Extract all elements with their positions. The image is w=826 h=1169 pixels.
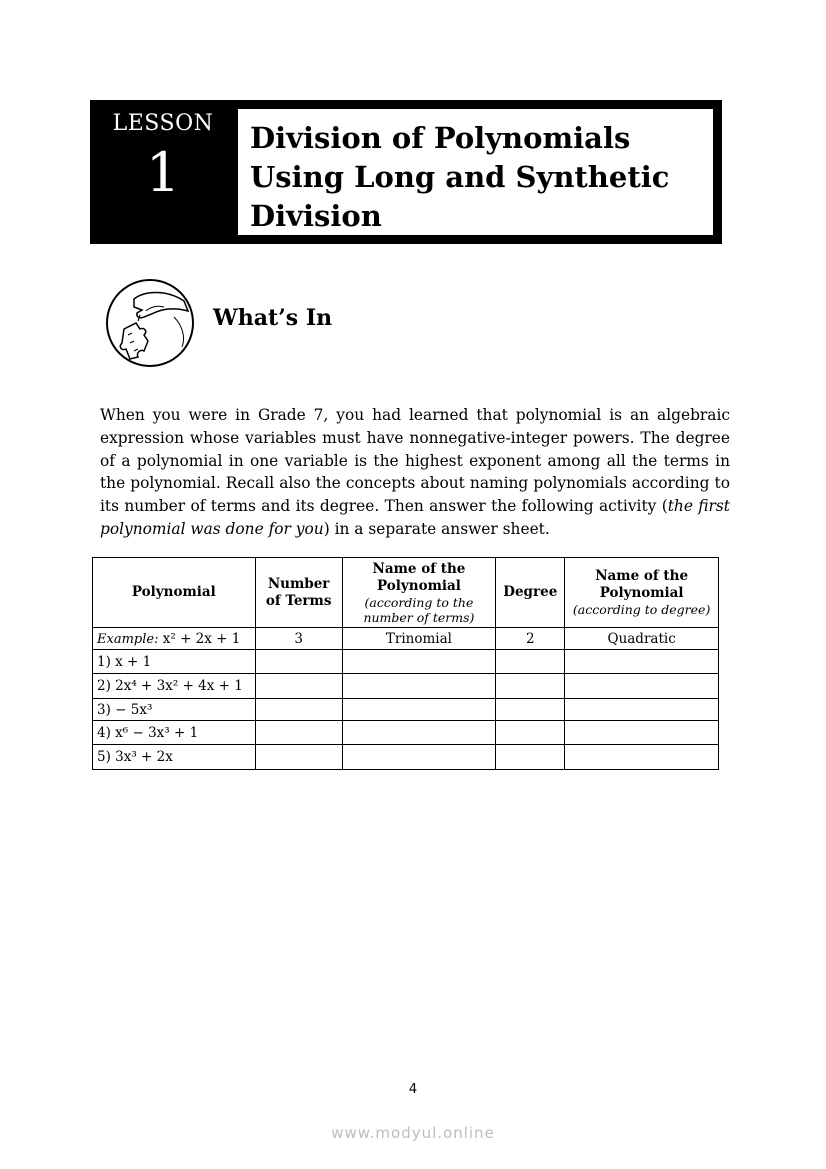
item-number: 5) xyxy=(97,749,111,765)
item-polynomial: 2x⁴ + 3x² + 4x + 1 xyxy=(115,678,243,694)
lesson-banner xyxy=(90,100,722,244)
answer-cell xyxy=(565,699,719,721)
answer-cell xyxy=(496,650,565,674)
answer-cell xyxy=(255,674,342,699)
example-polynomial-cell xyxy=(93,628,256,650)
answer-cell xyxy=(342,699,496,721)
item-polynomial: x⁶ − 3x³ + 1 xyxy=(115,724,199,741)
lesson-label-box xyxy=(93,103,233,241)
answer-cell xyxy=(496,745,565,770)
example-degree: 2 xyxy=(496,628,565,650)
table-row xyxy=(93,745,719,770)
polynomial-cell xyxy=(93,699,256,721)
item-polynomial: x + 1 xyxy=(115,653,152,670)
answer-cell xyxy=(565,721,719,745)
answer-cell xyxy=(496,674,565,699)
lesson-title: Division of Polynomials Using Long and Synthetic Division xyxy=(250,121,670,233)
header-degree: Degree xyxy=(496,558,565,628)
answer-cell xyxy=(565,650,719,674)
answer-cell xyxy=(565,745,719,770)
example-number-of-terms: 3 xyxy=(255,628,342,650)
table-row xyxy=(93,721,719,745)
answer-cell xyxy=(255,650,342,674)
intro-italic-note: the first polynomial was done for you xyxy=(100,497,730,538)
example-polynomial: x² + 2x + 1 xyxy=(162,630,241,647)
answer-cell xyxy=(255,721,342,745)
answer-cell xyxy=(342,650,496,674)
answer-cell xyxy=(255,699,342,721)
watermark: www.modyul.online xyxy=(331,1124,495,1142)
answer-cell xyxy=(565,674,719,699)
intro-text-end: ) in a separate answer sheet. xyxy=(323,519,550,538)
table-row xyxy=(93,650,719,674)
answer-cell xyxy=(342,674,496,699)
example-label: Example: xyxy=(97,631,159,647)
header-name-by-degree xyxy=(565,558,719,628)
polynomial-cell xyxy=(93,721,256,745)
header-polynomial: Polynomial xyxy=(93,558,256,628)
example-name-by-terms: Trinomial xyxy=(342,628,496,650)
page-number: 4 xyxy=(408,1082,418,1097)
lesson-label: LESSON xyxy=(112,111,214,136)
item-number: 4) xyxy=(97,724,111,741)
table-header-row xyxy=(93,558,719,628)
header-number-of-terms: Number of Terms xyxy=(255,558,342,628)
answer-cell xyxy=(342,721,496,745)
item-polynomial: − 5x³ xyxy=(115,701,153,718)
item-number: 3) xyxy=(97,701,111,718)
lesson-title-box xyxy=(235,106,716,238)
intro-paragraph xyxy=(100,404,730,541)
table-row-example xyxy=(93,628,719,650)
polynomial-cell xyxy=(93,745,256,770)
table-row xyxy=(93,699,719,721)
answer-cell xyxy=(496,699,565,721)
header-name-by-terms-note: (according to the number of terms) xyxy=(363,594,475,625)
table-row xyxy=(93,674,719,699)
header-name-by-terms xyxy=(342,558,496,628)
item-number: 2) xyxy=(97,678,111,694)
answer-cell xyxy=(255,745,342,770)
item-polynomial: 3x³ + 2x xyxy=(115,749,173,765)
item-number: 1) xyxy=(97,653,111,670)
section-heading: What’s In xyxy=(213,305,333,331)
header-name-by-degree-note: (according to degree) xyxy=(572,602,711,617)
answer-cell xyxy=(496,721,565,745)
lesson-number: 1 xyxy=(145,141,181,204)
header-name-by-degree-title: Name of the Polynomial xyxy=(595,568,689,601)
polynomial-cell xyxy=(93,650,256,674)
puzzle-hand-icon xyxy=(104,277,196,369)
example-name-by-degree: Quadratic xyxy=(565,628,719,650)
answer-cell xyxy=(342,745,496,770)
intro-text: When you were in Grade 7, you had learned that polynomial is an algebraic expression whose variables must have nonnegative-integer powers. The degree of a polynomial in one variable is the highest exponent among all the terms in the polynomial. Recall also the concepts about naming polynomials according to its number of terms and its degree. Then answer the following activity ( xyxy=(100,406,730,516)
polynomial-activity-table xyxy=(92,557,719,770)
polynomial-cell xyxy=(93,674,256,699)
header-name-by-terms-title: Name of the Polynomial xyxy=(372,560,466,594)
